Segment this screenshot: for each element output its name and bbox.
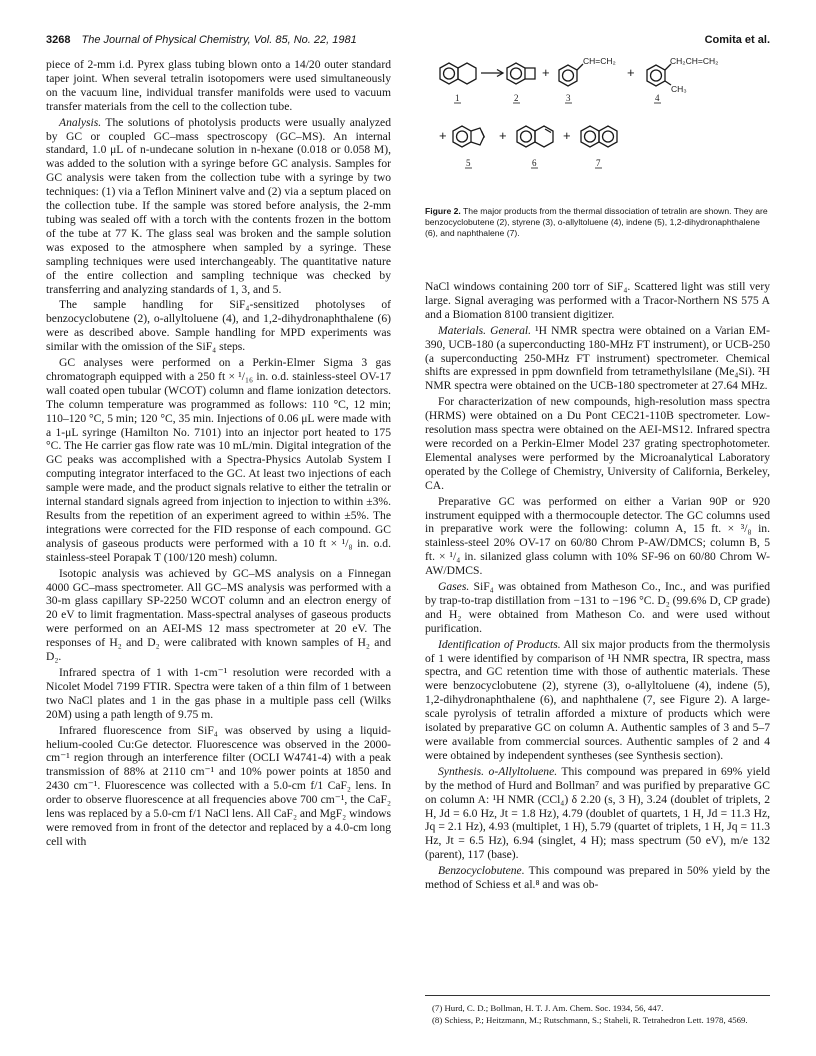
indene-structure xyxy=(453,126,485,147)
paragraph-nacl-windows: NaCl windows containing 200 torr of SiF₄. Scattered light was still very large. Signal averaging was performed with a Tracor-Northern NS 575 A and a Biomation 8100 transient digitizer. xyxy=(425,280,770,321)
paragraph-sample-handling: The sample handling for SiF₄-sensitized photolyses of benzocyclobutene (2), o-allyltoluene (4), and 1,2-dihydronaphthalene (6) were as described above. Sample handling for MPD experiments was similar with the omission of the SiF₄ steps. xyxy=(46,298,391,354)
paragraph-identification xyxy=(425,638,770,763)
running-header xyxy=(46,34,770,50)
paragraph-synthesis xyxy=(425,765,770,862)
caption-text: The major products from the thermal dissociation of tetralin are shown. They are benzocyclobutene (2), styrene (3), o-allyltoluene (4), indene (5), 1,2-dihydronaphthalene (6), and naphthalene (7). xyxy=(425,206,768,238)
section-head-analysis: Analysis. xyxy=(59,115,102,129)
compound-number-6: 6 xyxy=(532,158,537,168)
plus-sign: + xyxy=(542,65,550,80)
paragraph-gc-analyses: GC analyses were performed on a Perkin-Elmer Sigma 3 gas chromatograph equipped with a 250 ft × ¹/₁₆ in. o.d. stainless-steel OV-17 wall coated open tubular (WCOT) column and flame ionization detectors. The column temperature was programmed as follows: 110 °C, 12 min; 110–120 °C, 5 min; 120 °C, 35 min. Injections of 0.06 μL were made with a 1-μL syringe (Hamilton No. 7101) into an injector port heated to 175 °C. The He carrier gas flow rate was 10 mL/min. Digital integration of the GC peaks was accomplished with a Spectra-Physics Autolab System I computing integrator interfaced to the GC. At least two injections of each sample were made, and the product signals relative to either the tetralin or internal standard signals agreed from injection to injection to within ±3%. Results from the repetition of an experiment agreed to within ±5%. The integrations were corrected for the FID response of each compound. GC analysis of gaseous products were performed with a 10 ft × ¹/₈ in. o.d. stainless-steel Porapak T (100/120 mesh) column. xyxy=(46,356,392,564)
section-head-identification: Identification of Products. xyxy=(438,637,561,651)
footnote-8: (8) Schiess, P.; Heitzmann, M.; Rutschmann, S.; Staheli, R. Tetrahedron Lett. 1978, 4569. xyxy=(432,1015,748,1025)
footnote-divider xyxy=(425,995,770,996)
paragraph-characterization: For characterization of new compounds, high-resolution mass spectra (HRMS) were obtained on a Du Pont CEC21-110B spectrometer. Low-resolution mass spectra were obtained on the AEI-MS12. Infrared spectra were recorded on a Perkin-Elmer Model 237 grating spectrophotometer. Elemental analyses were performed by the Microanalytical Laboratory operated by the College of Chemistry, University of California, Berkeley, CA. xyxy=(425,395,770,492)
left-column xyxy=(46,58,391,851)
plus-sign: + xyxy=(439,128,447,143)
compound-number-2: 2 xyxy=(514,93,519,103)
running-authors: Comita et al. xyxy=(704,34,770,46)
styrene-structure xyxy=(559,64,583,86)
label-methyl: CH₃ xyxy=(671,84,687,94)
paragraph-materials xyxy=(425,324,770,394)
paragraph-identification-text: All six major products from the thermolysis of 1 were identified by comparison of ¹H NMR spectra, IR spectra, mass spectra, and GC retention time with those of authentic materials. These were benzocyclobutene (2), styrene (3), o-allyltoluene (4), indene (5), 1,2-dihydronaphthalene (6), and naphthalene (7, see Figure 2). A large-scale pyrolysis of tetralin afforded a mixture of products which were isolated by preparative GC on column A. Authentic samples of 3 and 5–7 were available from commercial sources. Authentic samples of 2 and 4 were obtained by independent syntheses (see Synthesis section). xyxy=(425,637,770,762)
caption-label: Figure 2. xyxy=(425,206,461,216)
dihydronaphthalene-structure xyxy=(517,126,553,147)
paragraph-apparatus: piece of 2-mm i.d. Pyrex glass tubing blown onto a 14/20 outer standard taper joint. When several tetralin isotopomers were used simultaneously on the vacuum line, individual transfer manifolds were used to vacuum transfer materials from the cell to the collection tube. xyxy=(46,58,391,113)
section-head-synthesis: Synthesis. o-Allyltoluene. xyxy=(438,764,558,778)
paragraph-preparative-gc: Preparative GC was performed on either a Varian 90P or 920 instrument equipped with a thermocouple detector. The GC columns used in preparative work were the following: column A, 15 ft. × ³/₈ in. stainless-steel 20% OV-17 on 60/80 Chrom P-AW/DMCS; column B, 5 ft. × ¹/₄ in. silanized glass column with 10% SF-96 on 60/80 Chrom W-AW/DMCS. xyxy=(425,494,770,578)
label-vinyl: CH=CH₂ xyxy=(583,56,616,66)
naphthalene-structure xyxy=(581,126,617,147)
paragraph-materials-text: ¹H NMR spectra were obtained on a Varian EM-390, UCB-180 (a superconducting 180-MHz FT instrument), or UCB-250 (a superconducting 250-MHz FT instrument) spectrometer. Chemical shifts are expressed in ppm downfield from tetramethylsilane (Me₄Si). ²H NMR spectra were obtained on the UCB-180 spectrometer at 27.64 MHz. xyxy=(425,323,770,393)
section-head-benzocyclobutene: Benzocyclobutene. xyxy=(438,864,525,878)
paragraph-gases-text: SiF₄ was obtained from Matheson Co., Inc., and was purified by trap-to-trap distillation from −131 to −196 °C. D₂ (99.6% D, CP grade) and H₂ were obtained from Matheson Co. and were used without purification. xyxy=(425,580,770,635)
figure-2-structures xyxy=(425,52,770,202)
paragraph-gases xyxy=(425,580,770,636)
paragraph-synthesis-text: This compound was prepared in 69% yield by the method of Hurd and Bollman⁷ and was purified by preparative GC on column A: ¹H NMR (CCl₄) δ 2.20 (s, 3 H), 3.24 (doublet of triplets, 2 H, Jd = 6.0 Hz, Jt = 1.8 Hz), 4.79 (doublet of quartets, 1 H, Jd = 11.3 Hz, Jq = 2.1 Hz), 4.93 (multiplet, 1 H), 5.79 (quartet of triplets, 1 H, Jq = 11.3 Hz, Jt = 6.5 Hz), 6.94 (singlet, 4 H); mass spectrum (50 eV), m/e 132 (parent), 117 (base). xyxy=(425,764,770,862)
label-allyl: CH₂CH=CH₂ xyxy=(670,56,719,66)
paragraph-analysis xyxy=(46,116,391,297)
compound-number-1: 1 xyxy=(455,93,460,103)
journal-citation: The Journal of Physical Chemistry, Vol. 85, No. 22, 1981 xyxy=(81,34,357,46)
compound-number-5: 5 xyxy=(466,158,471,168)
compound-number-4: 4 xyxy=(655,93,660,103)
section-head-gases: Gases. xyxy=(438,580,470,594)
plus-sign: + xyxy=(627,65,635,80)
plus-sign: + xyxy=(499,128,507,143)
section-head-materials: Materials. General. xyxy=(438,323,532,337)
paragraph-infrared-fluorescence: Infrared fluorescence from SiF₄ was observed by using a liquid-helium-cooled Cu:Ge detector. Fluorescence was observed in the 2000-cm⁻¹ region through an interference filter (OCLI W4741-4) with a peak transmission of 88% at 2110 cm⁻¹ and 10% power points at 1850 and 2430 cm⁻¹. Fluorescence was collected with a 5.0-cm f/1 CaF₂ lens. In order to observe fluorescence at all frequencies above 700 cm⁻¹, the CaF₂ lens was replaced by a 5.0-cm f/1 NaCl lens. All CaF₂ and MgF₂ windows were removed from in front of the detector and replaced by a 4.0-cm long cell with xyxy=(46,723,391,848)
paragraph-infrared-spectra: Infrared spectra of 1 with 1-cm⁻¹ resolution were recorded with a Nicolet Model 7199 FTIR. Spectra were taken of a thin film of 1 between two NaCl plates and 1 in the gas phase in a multiple pass cell (Wilks 20M) using a path length of 9.75 m. xyxy=(46,665,391,721)
compound-number-7: 7 xyxy=(596,158,601,168)
reaction-arrow xyxy=(481,70,503,77)
allyltoluene-structure xyxy=(647,64,671,86)
tetralin-structure xyxy=(440,63,476,84)
plus-sign: + xyxy=(563,128,571,143)
paragraph-analysis-text: The solutions of photolysis products were usually analyzed by GC or coupled GC–mass spectroscopy (GC–MS). An internal standard, 1.0 μL of n-undecane solution in n-hexane (0.018 or 0.058 M), was added to the solution with a syringe before GC analysis. Samples for GC analysis were taken from the collection tube with a syringe by two techniques: (1) via a Teflon Mininert valve and (2) via a septum placed on the collection tube. If the sample was stored before analysis, the 2-mm tubing was sealed off with a torch with the contents frozen in the bottom of the tube at 77 K. The glass seal was broken and the sample solution was exposed to the atmosphere when sampled by a syringe. These sampling techniques were used interchangeably. The quantitative nature of the entire collection and sampling technique was checked by transferring and analyzing standards of 1, 3, and 5. xyxy=(46,115,391,296)
compound-number-3: 3 xyxy=(566,93,571,103)
paragraph-benzocyclobutene xyxy=(425,864,770,892)
benzocyclobutene-structure xyxy=(507,63,535,84)
paragraph-benzocyclobutene-text: This compound was prepared in 50% yield by the method of Schiess et al.⁸ and was ob- xyxy=(425,864,770,892)
footnote-7: (7) Hurd, C. D.; Bollman, H. T. J. Am. Chem. Soc. 1934, 56, 447. xyxy=(432,1003,664,1013)
right-column xyxy=(425,280,770,894)
figure-2-caption xyxy=(425,206,770,239)
paragraph-isotopic-analysis: Isotopic analysis was achieved by GC–MS analysis on a Finnegan 4000 GC–mass spectrometer. All GC–MS analysis was performed with a 30-m glass capillary SP-2250 WCOT column and an electron energy of 20 eV to limit fragmentation. Mass-spectral analyses of gaseous products were performed on an AEI-MS 12 mass spectrometer at 20 eV. The responses of H₂ and D₂ were calibrated with known samples of H₂ and D₂. xyxy=(46,566,391,664)
page-number: 3268 xyxy=(46,34,71,46)
